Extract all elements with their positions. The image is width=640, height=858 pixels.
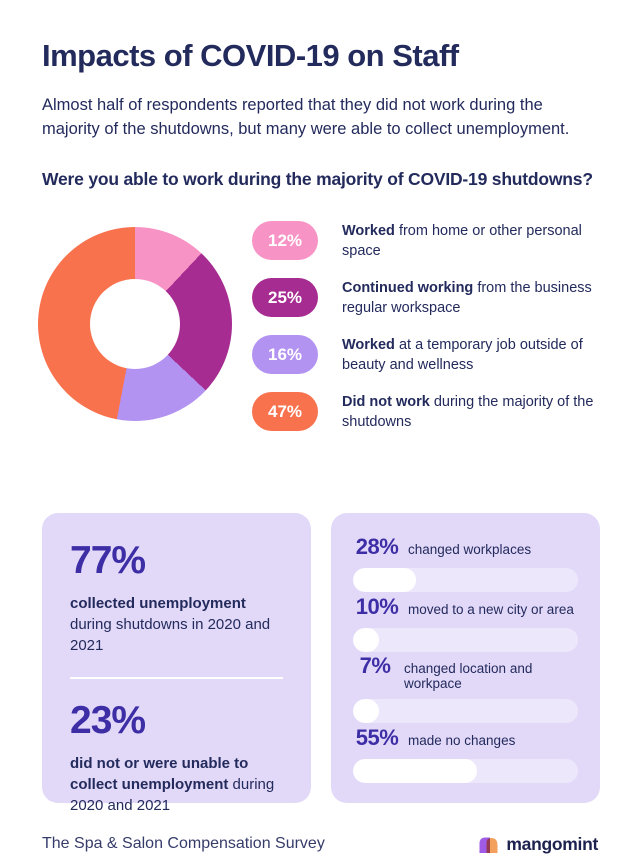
legend-label: Continued working from the business regular workspace: [342, 279, 592, 316]
bar-percent: 10%: [355, 593, 399, 619]
stat-no-unemployment: [70, 698, 283, 817]
legend-item-worked-home: [252, 221, 600, 261]
progress-fill: [353, 699, 379, 723]
progress-track: [353, 699, 578, 723]
page-title: Impacts of COVID-19 on Staff: [42, 38, 459, 73]
progress-track: [353, 628, 578, 652]
legend-label: Worked at a temporary job outside of beauty and wellness: [342, 336, 583, 373]
intro-text: Almost half of respondents reported that they did not work during the majority of the shutdowns, but many were able to collect unemployment.: [42, 96, 570, 138]
bar-caption: changed location and workpace: [403, 661, 533, 692]
progress-fill: [353, 759, 477, 783]
bar-percent: 28%: [355, 533, 399, 559]
bar-label: [353, 594, 578, 620]
footer: [42, 834, 600, 855]
changes-card: [331, 513, 600, 803]
bar-row-changed-workplaces: [353, 534, 578, 592]
bar-label: [353, 725, 578, 751]
stat-value: 23%: [70, 698, 146, 742]
legend-item-temporary-job: [252, 335, 600, 375]
donut-chart: [38, 227, 232, 421]
bar-caption: changed workplaces: [408, 541, 532, 557]
progress-fill: [353, 568, 416, 592]
mangomint-icon: [478, 835, 499, 854]
donut-hole: [90, 279, 180, 369]
legend-item-continued-working: [252, 278, 600, 318]
bar-row-moved-city: [353, 594, 578, 652]
survey-name: The Spa & Salon Compensation Survey: [42, 835, 325, 853]
bar-percent: 55%: [355, 724, 399, 750]
stats-cards-section: [42, 513, 600, 815]
progress-fill: [353, 628, 379, 652]
bar-row-no-changes: [353, 725, 578, 783]
stat-description: did not or were unable to collect unemployment during 2020 and 2021: [70, 754, 275, 815]
legend-label: Did not work during the majority of the shutdowns: [342, 393, 594, 430]
legend-badge: 12%: [252, 221, 318, 260]
stat-description: collected unemployment during shutdowns in 2020 and 2021: [70, 594, 271, 655]
progress-track: [353, 568, 578, 592]
progress-track: [353, 759, 578, 783]
question-heading: Were you able to work during the majority of COVID-19 shutdowns?: [42, 168, 593, 189]
bar-caption: made no changes: [408, 732, 516, 748]
card-divider: [70, 677, 283, 679]
chart-legend: [252, 221, 600, 449]
bar-caption: moved to a new city or area: [408, 601, 574, 617]
bar-label: [353, 653, 578, 691]
bar-row-changed-location-workpace: [353, 653, 578, 723]
legend-badge: 25%: [252, 278, 318, 317]
legend-badge: 16%: [252, 335, 318, 374]
bar-label: [353, 534, 578, 560]
stat-value: 77%: [70, 538, 146, 582]
brand-name: mangomint: [506, 833, 598, 854]
brand-logo: [478, 834, 598, 855]
stat-collected-unemployment: [70, 538, 283, 657]
legend-item-did-not-work: [252, 392, 600, 432]
unemployment-card: [42, 513, 311, 815]
legend-label: Worked from home or other personal space: [342, 222, 582, 259]
donut-chart-section: [42, 222, 600, 449]
legend-badge: 47%: [252, 392, 318, 431]
bar-percent: 7%: [359, 653, 391, 679]
